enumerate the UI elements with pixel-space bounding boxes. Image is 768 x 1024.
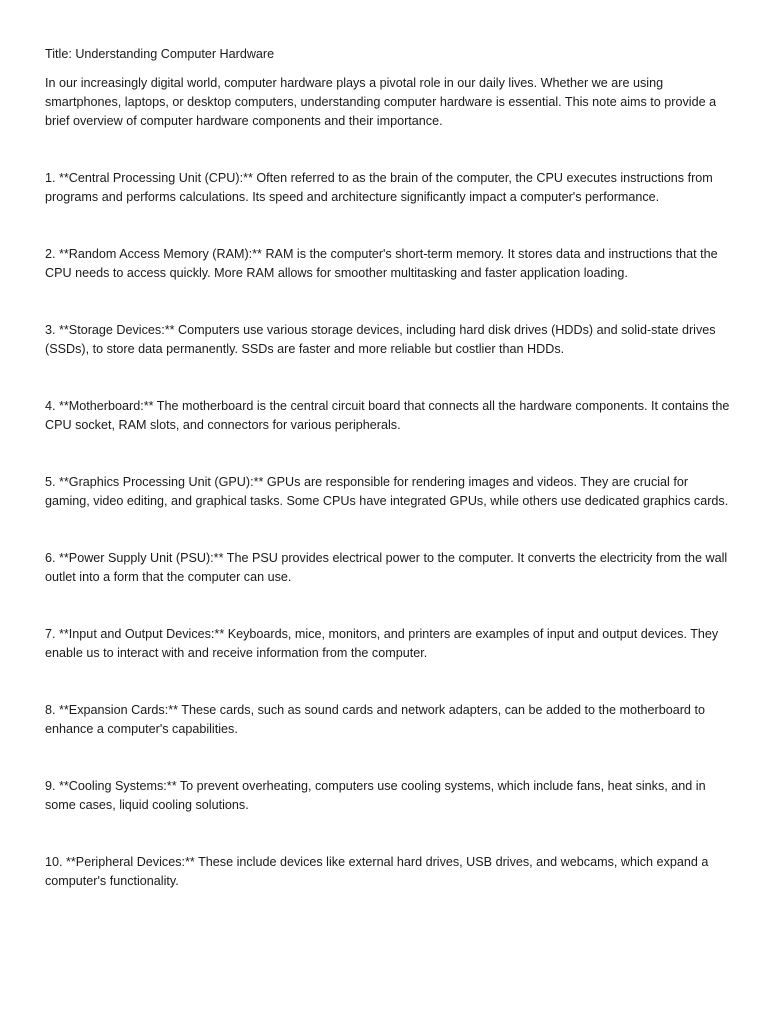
list-item-cpu: 1. **Central Processing Unit (CPU):** Often referred to as the brain of the computer, the CPU executes instructions from programs and performs calculations. Its speed and architecture significantly impact a computer's performance. [45, 171, 713, 204]
list-item-peripherals: 10. **Peripheral Devices:** These include devices like external hard drives, USB drives, and webcams, which expand a computer's functionality. [45, 855, 709, 888]
document-title: Title: Understanding Computer Hardware [45, 47, 275, 61]
intro-paragraph: In our increasingly digital world, computer hardware plays a pivotal role in our daily lives. Whether we are using smartphones, laptops, or desktop computers, understanding computer hardware is essential. This note aims to provide a brief overview of computer hardware components and their importance. [45, 76, 717, 128]
list-item-gpu: 5. **Graphics Processing Unit (GPU):** GPUs are responsible for rendering images and videos. They are crucial for gaming, video editing, and graphical tasks. Some CPUs have integrated GPUs, while others use dedicated graphics cards. [45, 475, 729, 508]
list-item-motherboard: 4. **Motherboard:** The motherboard is the central circuit board that connects all the hardware components. It contains the CPU socket, RAM slots, and connectors for various peripherals. [45, 399, 730, 432]
list-item-storage: 3. **Storage Devices:** Computers use various storage devices, including hard disk drives (HDDs) and solid-state drives (SSDs), to store data permanently. SSDs are faster and more reliable but costlier than HDDs. [45, 323, 716, 356]
list-item-ram: 2. **Random Access Memory (RAM):** RAM is the computer's short-term memory. It stores data and instructions that the CPU needs to access quickly. More RAM allows for smoother multitasking and faster application loading. [45, 247, 718, 280]
list-item-psu: 6. **Power Supply Unit (PSU):** The PSU provides electrical power to the computer. It converts the electricity from the wall outlet into a form that the computer can use. [45, 551, 728, 584]
list-item-io-devices: 7. **Input and Output Devices:** Keyboards, mice, monitors, and printers are examples of input and output devices. They enable us to interact with and receive information from the computer. [45, 627, 719, 660]
hardware-list [45, 169, 730, 891]
document-page [45, 45, 730, 891]
list-item-cooling: 9. **Cooling Systems:** To prevent overheating, computers use cooling systems, which include fans, heat sinks, and in some cases, liquid cooling solutions. [45, 779, 706, 812]
list-item-expansion-cards: 8. **Expansion Cards:** These cards, such as sound cards and network adapters, can be added to the motherboard to enhance a computer's capabilities. [45, 703, 705, 736]
